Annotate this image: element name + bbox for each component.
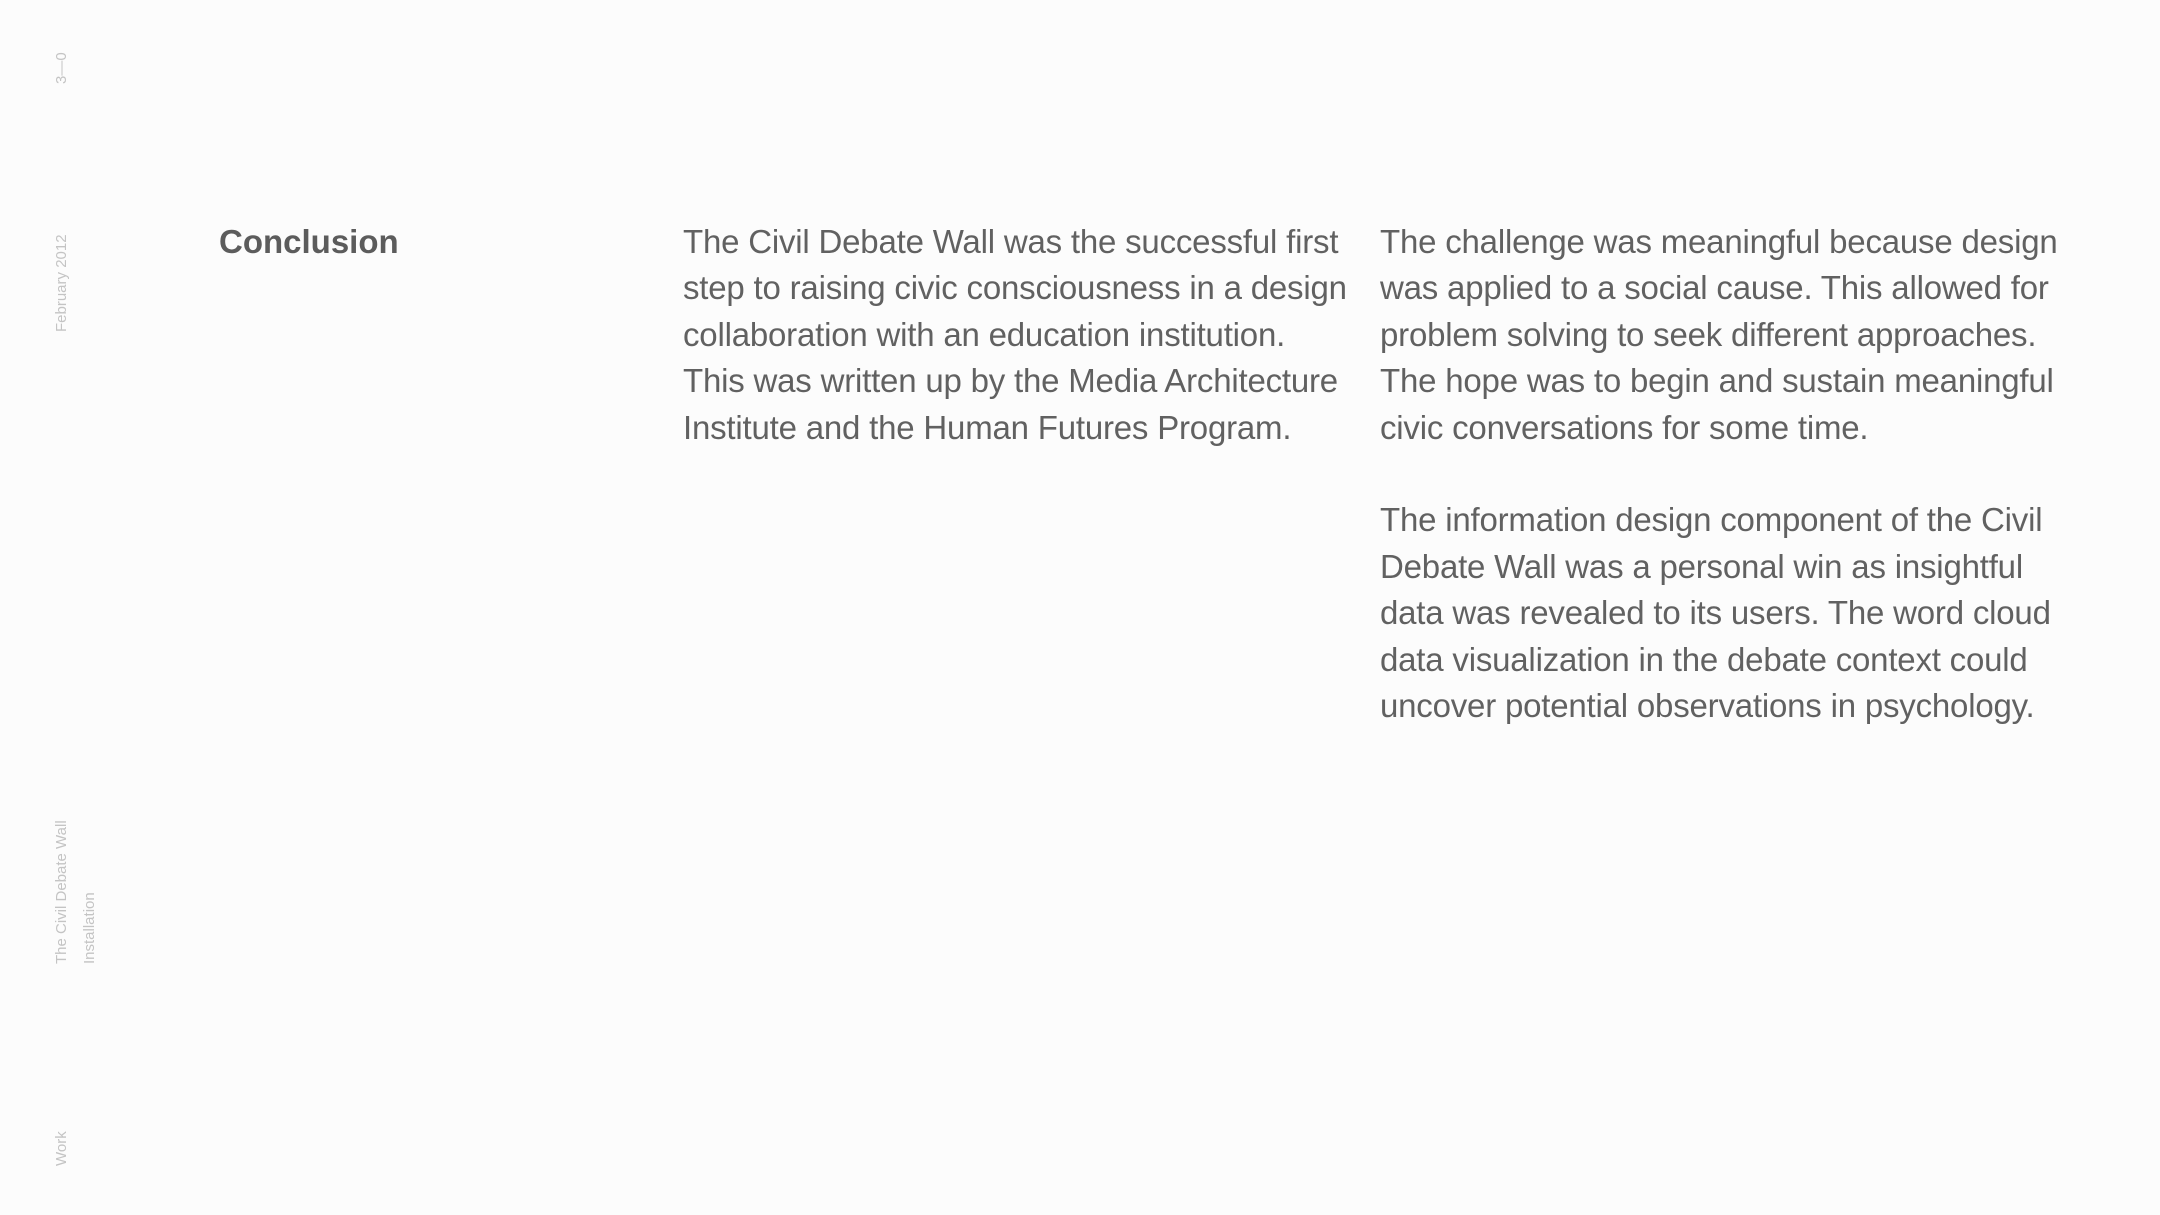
text-line: This was written up by the Media Architecture — [683, 362, 1338, 400]
paragraph — [1380, 497, 2080, 729]
text-line: data was revealed to its users. The word cloud — [1380, 594, 2051, 632]
paragraph — [1380, 219, 2080, 451]
body-column-1 — [683, 219, 1373, 497]
text-line: The information design component of the Civil — [1380, 501, 2043, 539]
text-line: uncover potential observations in psychology. — [1380, 687, 2035, 725]
section-label: Work — [53, 1131, 70, 1166]
project-label-line: The Civil Debate Wall — [53, 820, 70, 964]
text-line: The challenge was meaningful because design — [1380, 223, 2058, 260]
date-label: February 2012 — [53, 234, 70, 332]
section-heading: Conclusion — [219, 223, 399, 260]
paragraph — [683, 219, 1373, 451]
text-line: Institute and the Human Futures Program. — [683, 408, 1292, 446]
text-line: data visualization in the debate context could — [1380, 640, 2028, 678]
text-line: step to raising civic consciousness in a design — [683, 269, 1347, 307]
text-line: The hope was to begin and sustain meaningful — [1380, 362, 2054, 400]
text-line: civic conversations for some time. — [1380, 408, 1869, 446]
text-line: The Civil Debate Wall was the successful first — [683, 223, 1339, 260]
body-column-2 — [1380, 219, 2080, 776]
project-label-line: Installation — [81, 892, 98, 964]
project-label — [48, 820, 104, 964]
text-line: was applied to a social cause. This allowed for — [1380, 269, 2049, 307]
text-line: problem solving to seek different approaches. — [1380, 315, 2037, 353]
page-number: 3—0 — [53, 52, 70, 84]
text-line: collaboration with an education institution. — [683, 315, 1286, 353]
text-line: Debate Wall was a personal win as insightful — [1380, 547, 2023, 585]
